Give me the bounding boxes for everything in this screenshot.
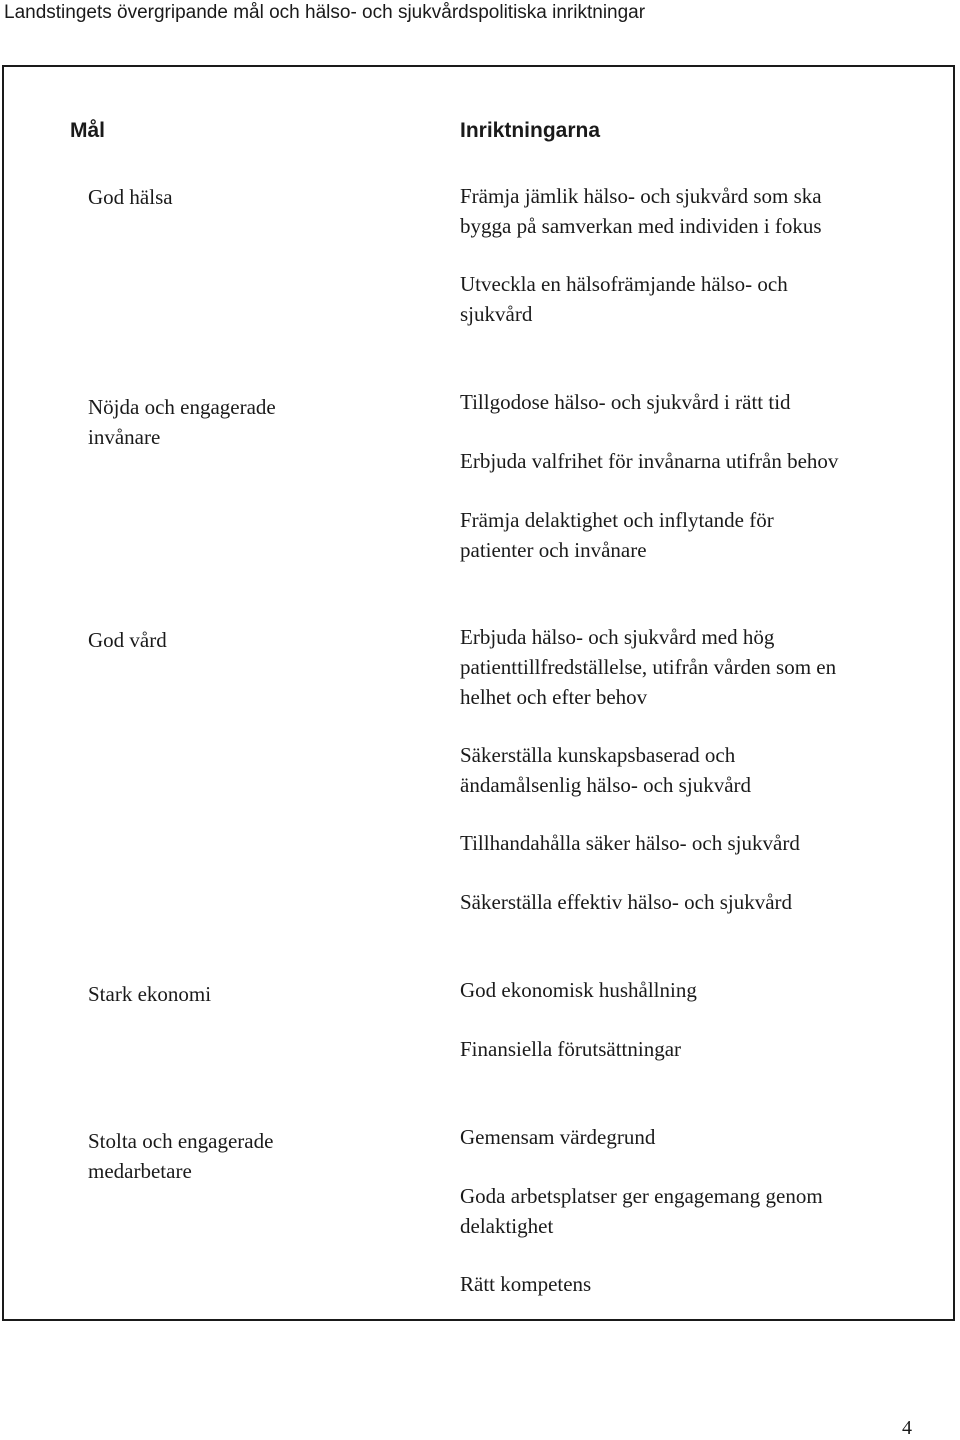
header-direction: Inriktningarna [460, 119, 601, 142]
page-title: Landstingets övergripande mål och hälso- och sjukvårdspolitiska inriktningar [4, 2, 646, 23]
direction-item [460, 887, 940, 917]
direction-line: helhet och efter behov [460, 685, 648, 709]
direction-item [460, 828, 940, 858]
direction-item [460, 505, 940, 565]
direction-item [460, 269, 940, 329]
direction-line: Utveckla en hälsofrämjande hälso- och [460, 272, 788, 296]
direction-line: Erbjuda valfrihet för invånarna utifrån behov [460, 449, 839, 473]
direction-line: Finansiella förutsättningar [460, 1037, 682, 1061]
direction-line: Säkerställa effektiv hälso- och sjukvård [460, 890, 793, 914]
direction-item [460, 622, 940, 712]
direction-item [460, 1181, 940, 1241]
goal-nojda-invanare [88, 392, 418, 452]
direction-item [460, 975, 940, 1005]
goals-table [2, 65, 955, 1321]
direction-item [460, 1034, 940, 1064]
goal-god-vard [88, 625, 418, 655]
goal-stark-ekonomi [88, 979, 418, 1009]
direction-line: Gemensam värdegrund [460, 1125, 656, 1149]
goal-line: Stolta och engagerade [88, 1129, 274, 1153]
page-number: 4 [902, 1417, 912, 1439]
header-goal: Mål [70, 119, 106, 142]
direction-line: Tillhandahålla säker hälso- och sjukvård [460, 831, 800, 855]
direction-line: God ekonomisk hushållning [460, 978, 697, 1002]
direction-line: patienttillfredställelse, utifrån vården som en [460, 655, 837, 679]
direction-line: Främja delaktighet och inflytande för [460, 508, 774, 532]
direction-item [460, 446, 940, 476]
direction-item [460, 1269, 940, 1299]
goal-line: God vård [88, 628, 167, 652]
direction-item [460, 387, 940, 417]
direction-line: delaktighet [460, 1214, 554, 1238]
direction-line: Säkerställa kunskapsbaserad och [460, 743, 736, 767]
goal-line: medarbetare [88, 1159, 192, 1183]
direction-line: patienter och invånare [460, 538, 647, 562]
direction-line: ändamålsenlig hälso- och sjukvård [460, 773, 752, 797]
direction-item [460, 181, 940, 241]
direction-line: Främja jämlik hälso- och sjukvård som ska [460, 184, 822, 208]
direction-line: sjukvård [460, 302, 533, 326]
direction-line: Tillgodose hälso- och sjukvård i rätt tid [460, 390, 791, 414]
direction-item [460, 740, 940, 800]
goal-line: invånare [88, 425, 161, 449]
direction-line: bygga på samverkan med individen i fokus [460, 214, 822, 238]
direction-line: Rätt kompetens [460, 1272, 592, 1296]
direction-line: Erbjuda hälso- och sjukvård med hög [460, 625, 775, 649]
goal-line: God hälsa [88, 185, 173, 209]
direction-line: Goda arbetsplatser ger engagemang genom [460, 1184, 823, 1208]
goal-god-halsa [88, 182, 418, 212]
goal-stolta-medarbetare [88, 1126, 418, 1186]
direction-item [460, 1122, 940, 1152]
goal-line: Nöjda och engagerade [88, 395, 276, 419]
goal-line: Stark ekonomi [88, 982, 212, 1006]
